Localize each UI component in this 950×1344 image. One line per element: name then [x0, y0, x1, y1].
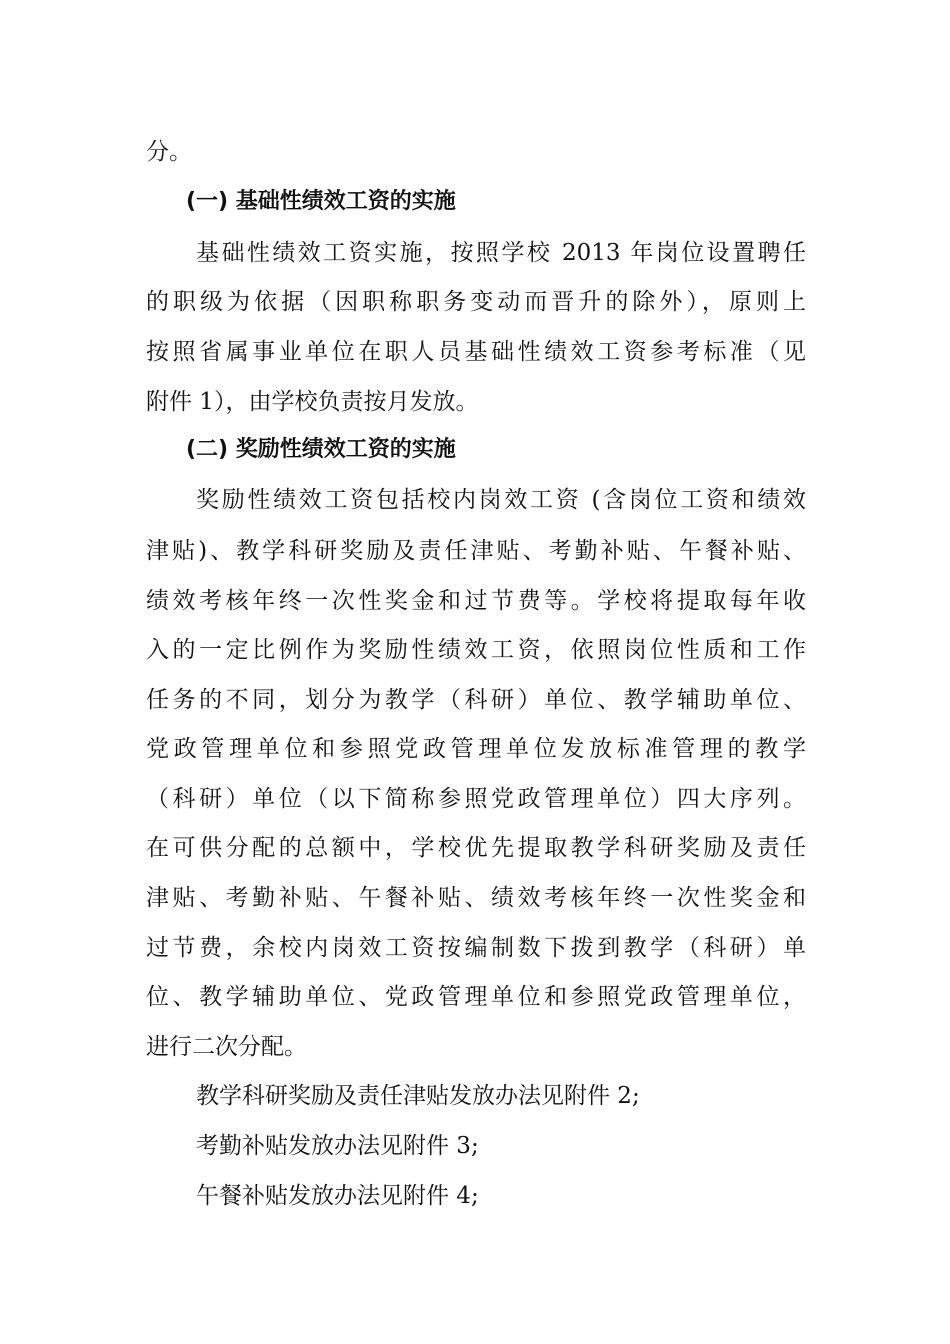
- appendix-reference-line: 考勤补贴发放办法见附件 3;: [196, 1133, 479, 1159]
- paragraph-line: 奖励性绩效工资包括校内岗效工资 (含岗位工资和绩效: [196, 487, 806, 513]
- paragraph-line: 的职级为依据（因职称职务变动而晋升的除外），原则上: [146, 289, 806, 315]
- paragraph-line: 绩效考核年终一次性奖金和过节费等。学校将提取每年收: [146, 588, 806, 614]
- paragraph-line: 进行二次分配。: [146, 1034, 307, 1060]
- paragraph-line: 入的一定比例作为奖励性绩效工资，依照岗位性质和工作: [146, 637, 806, 663]
- paragraph-line: 津贴)、教学科研奖励及责任津贴、考勤补贴、午餐补贴、: [146, 538, 806, 564]
- paragraph-line: 分。: [146, 139, 192, 165]
- section-heading-basic-pay: (一) 基础性绩效工资的实施: [186, 189, 456, 214]
- paragraph-line: 过节费，余校内岗效工资按编制数下拨到教学（科研）单: [146, 935, 806, 961]
- paragraph-line: 津贴、考勤补贴、午餐补贴、绩效考核年终一次性奖金和: [146, 885, 806, 911]
- paragraph-line: 任务的不同，划分为教学（科研）单位、教学辅助单位、: [146, 687, 806, 713]
- paragraph-line: 按照省属事业单位在职人员基础性绩效工资参考标准（见: [146, 339, 806, 365]
- section-heading-incentive-pay: (二) 奖励性绩效工资的实施: [186, 437, 456, 462]
- paragraph-line: 附件 1），由学校负责按月发放。: [146, 389, 479, 415]
- appendix-reference-line: 午餐补贴发放办法见附件 4;: [196, 1183, 479, 1209]
- paragraph-line: 位、教学辅助单位、党政管理单位和参照党政管理单位，: [146, 984, 806, 1010]
- paragraph-line: （科研）单位（以下简称参照党政管理单位）四大序列。: [146, 786, 806, 812]
- paragraph-line: 党政管理单位和参照党政管理单位发放标准管理的教学: [146, 736, 806, 762]
- appendix-reference-line: 教学科研奖励及责任津贴发放办法见附件 2;: [196, 1083, 640, 1109]
- paragraph-line: 在可供分配的总额中，学校优先提取教学科研奖励及责任: [146, 835, 806, 861]
- paragraph-line: 基础性绩效工资实施，按照学校 2013 年岗位设置聘任: [196, 240, 806, 266]
